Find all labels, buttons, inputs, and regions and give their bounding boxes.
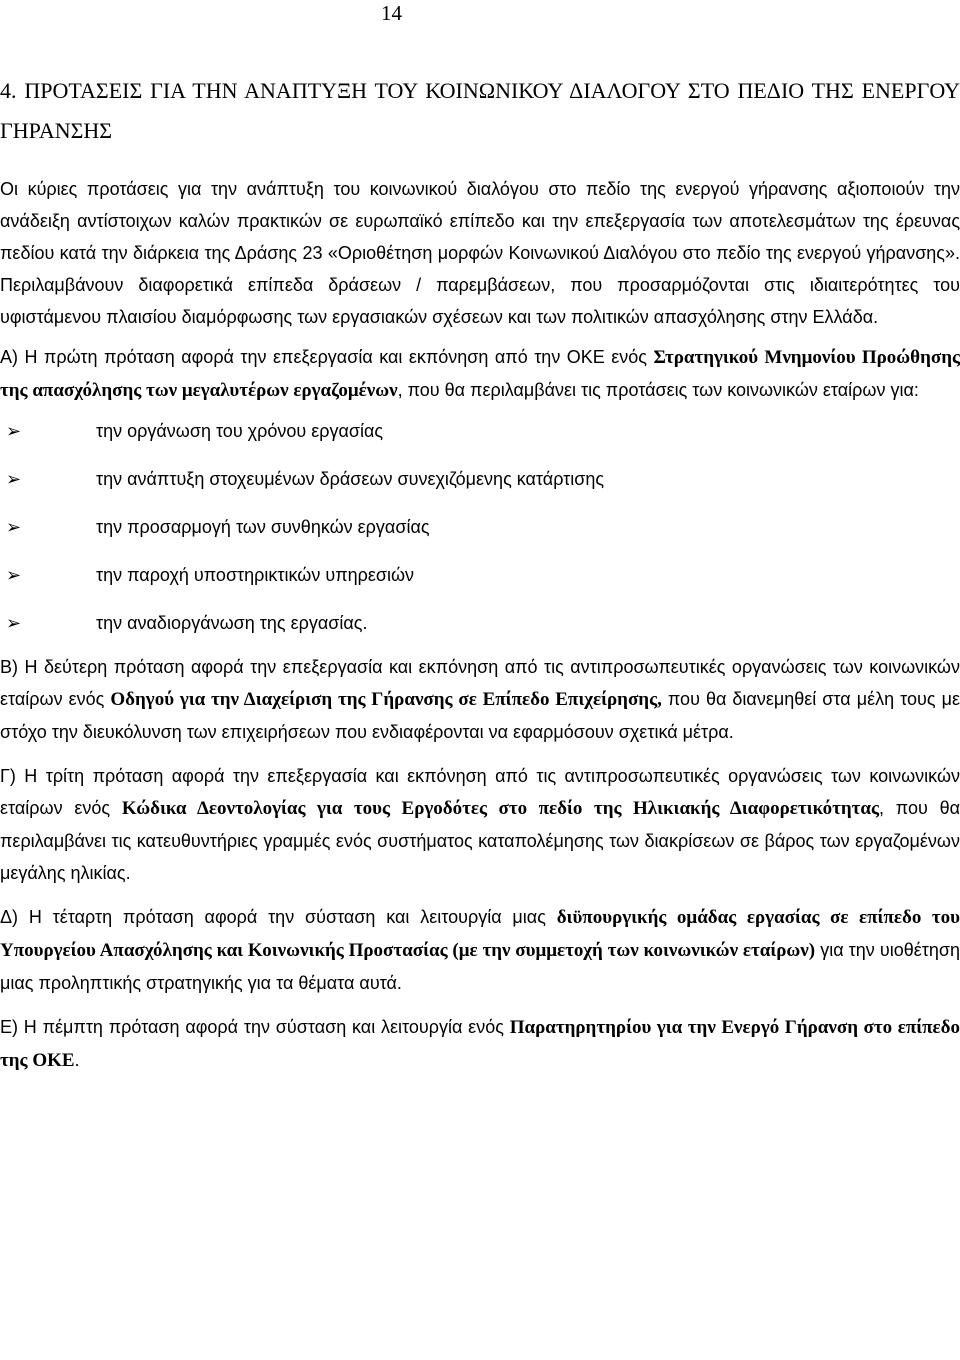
proposal-b-paragraph: [0, 651, 960, 748]
list-item: ➢ την αναδιοργάνωση της εργασίας.: [0, 601, 960, 649]
proposal-a-text: Α) Η πρώτη πρόταση αφορά την επεξεργασία και εκπόνηση από την ΟΚΕ ενός: [0, 347, 654, 367]
proposal-e-text: Ε) Η πέμπτη πρόταση αφορά την σύσταση και λειτουργία ενός: [0, 1017, 510, 1037]
arrowhead-bullet-icon: ➢: [6, 613, 22, 634]
list-item: ➢ την παροχή υποστηρικτικών υπηρεσιών: [0, 553, 960, 601]
proposal-d-text-end: για την υιοθέτηση μιας προληπτικής στρατηγικής για τα θέματα αυτά.: [0, 940, 960, 993]
proposal-e-paragraph: [0, 1011, 960, 1077]
arrowhead-bullet-icon: ➢: [6, 421, 22, 442]
proposal-b-text-end: που θα διανεμηθεί στα μέλη τους με στόχο την διευκόλυνση των επιχειρήσεων που ενδιαφέρονται να εφαρμόσουν σχετικά μέτρα.: [0, 689, 960, 742]
list-item: ➢ την προσαρμογή των συνθηκών εργασίας: [0, 505, 960, 553]
proposal-g-paragraph: [0, 760, 960, 889]
arrowhead-bullet-icon: ➢: [6, 517, 22, 538]
proposal-d-title: διϋπουργικής ομάδας εργασίας σε επίπεδο του Υπουργείου Απασχόλησης και Κοινωνικής Προστασίας (με την συμμετοχή των κοινωνικών εταίρων): [0, 907, 960, 961]
proposal-g-title: Κώδικα Δεοντολογίας για τους Εργοδότες στο πεδίο της Ηλικιακής Διαφορετικότητας: [121, 798, 880, 819]
arrowhead-bullet-icon: ➢: [6, 565, 22, 586]
proposal-d-paragraph: [0, 901, 960, 999]
page-number: 14: [381, 1, 402, 25]
document-body: [0, 173, 960, 1077]
intro-paragraph: Οι κύριες προτάσεις για την ανάπτυξη του κοινωνικού διαλόγου στο πεδίο της ενεργού γήρανσης αξιοποιούν την ανάδειξη αντίστοιχων καλών πρακτικών σε ευρωπαϊκό επίπεδο και την επεξεργασία των αποτελεσμάτων της έρευνας πεδίου κατά την διάρκεια της Δράσης 23 «Οριοθέτηση μορφών Κοινωνικού Διαλόγου στο πεδίο της ενεργού γήρανσης». Περιλαμβάνουν διαφορετικά επίπεδα δράσεων / παρεμβάσεων, που προσαρμόζονται στις ιδιαιτερότητες του υφιστάμενου πλαισίου διαμόρφωσης των εργασιακών σχέσεων και των πολιτικών απασχόλησης στην Ελλάδα.: [0, 179, 960, 327]
proposal-d-text: Δ) Η τέταρτη πρόταση αφορά την σύσταση και λειτουργία μιας: [0, 907, 557, 927]
section-heading: 4. ΠΡΟΤΑΣΕΙΣ ΓΙΑ ΤΗΝ ΑΝΑΠΤΥΞΗ ΤΟΥ ΚΟΙΝΩΝΙΚΟΥ ΔΙΑΛΟΓΟΥ ΣΤΟ ΠΕΔΙΟ ΤΗΣ ΕΝΕΡΓΟΥ ΓΗΡΑΝΣΗΣ: [0, 78, 960, 143]
proposal-g-text: Γ) Η τρίτη πρόταση αφορά την επεξεργασία και εκπόνηση από τις αντιπροσωπευτικές οργανώσεις των κοινωνικών εταίρων ενός: [0, 766, 960, 818]
proposal-e-title: Παρατηρητηρίου για την Ενεργό Γήρανση στο επίπεδο της ΟΚΕ: [0, 1017, 960, 1071]
list-item: ➢ την ανάπτυξη στοχευμένων δράσεων συνεχιζόμενης κατάρτισης: [0, 457, 960, 505]
proposal-a-title: Στρατηγικού Μνημονίου Προώθησης της απασχόλησης των μεγαλυτέρων εργαζομένων: [0, 347, 960, 401]
arrowhead-bullet-icon: ➢: [6, 469, 22, 490]
proposal-a-list: [0, 409, 960, 649]
proposal-a-text-end: , που θα περιλαμβάνει τις προτάσεις των κοινωνικών εταίρων για:: [397, 380, 919, 400]
proposal-g-text-end: , που θα περιλαμβάνει τις κατευθυντήριες γραμμές ενός συστήματος καταπολέμησης των διακρίσεων σε βάρος των εργαζομένων μεγάλης ηλικίας.: [0, 798, 960, 883]
list-item: ➢ την οργάνωση του χρόνου εργασίας: [0, 409, 960, 457]
proposal-e-text-end: .: [74, 1050, 80, 1070]
proposal-a-paragraph: [0, 341, 960, 407]
proposal-b-text: Β) Η δεύτερη πρόταση αφορά την επεξεργασία και εκπόνηση από τις αντιπροσωπευτικές οργανώσεις των κοινωνικών εταίρων ενός: [0, 657, 960, 709]
proposal-b-title: Οδηγού για την Διαχείριση της Γήρανσης σε Επίπεδο Επιχείρησης,: [110, 689, 662, 710]
